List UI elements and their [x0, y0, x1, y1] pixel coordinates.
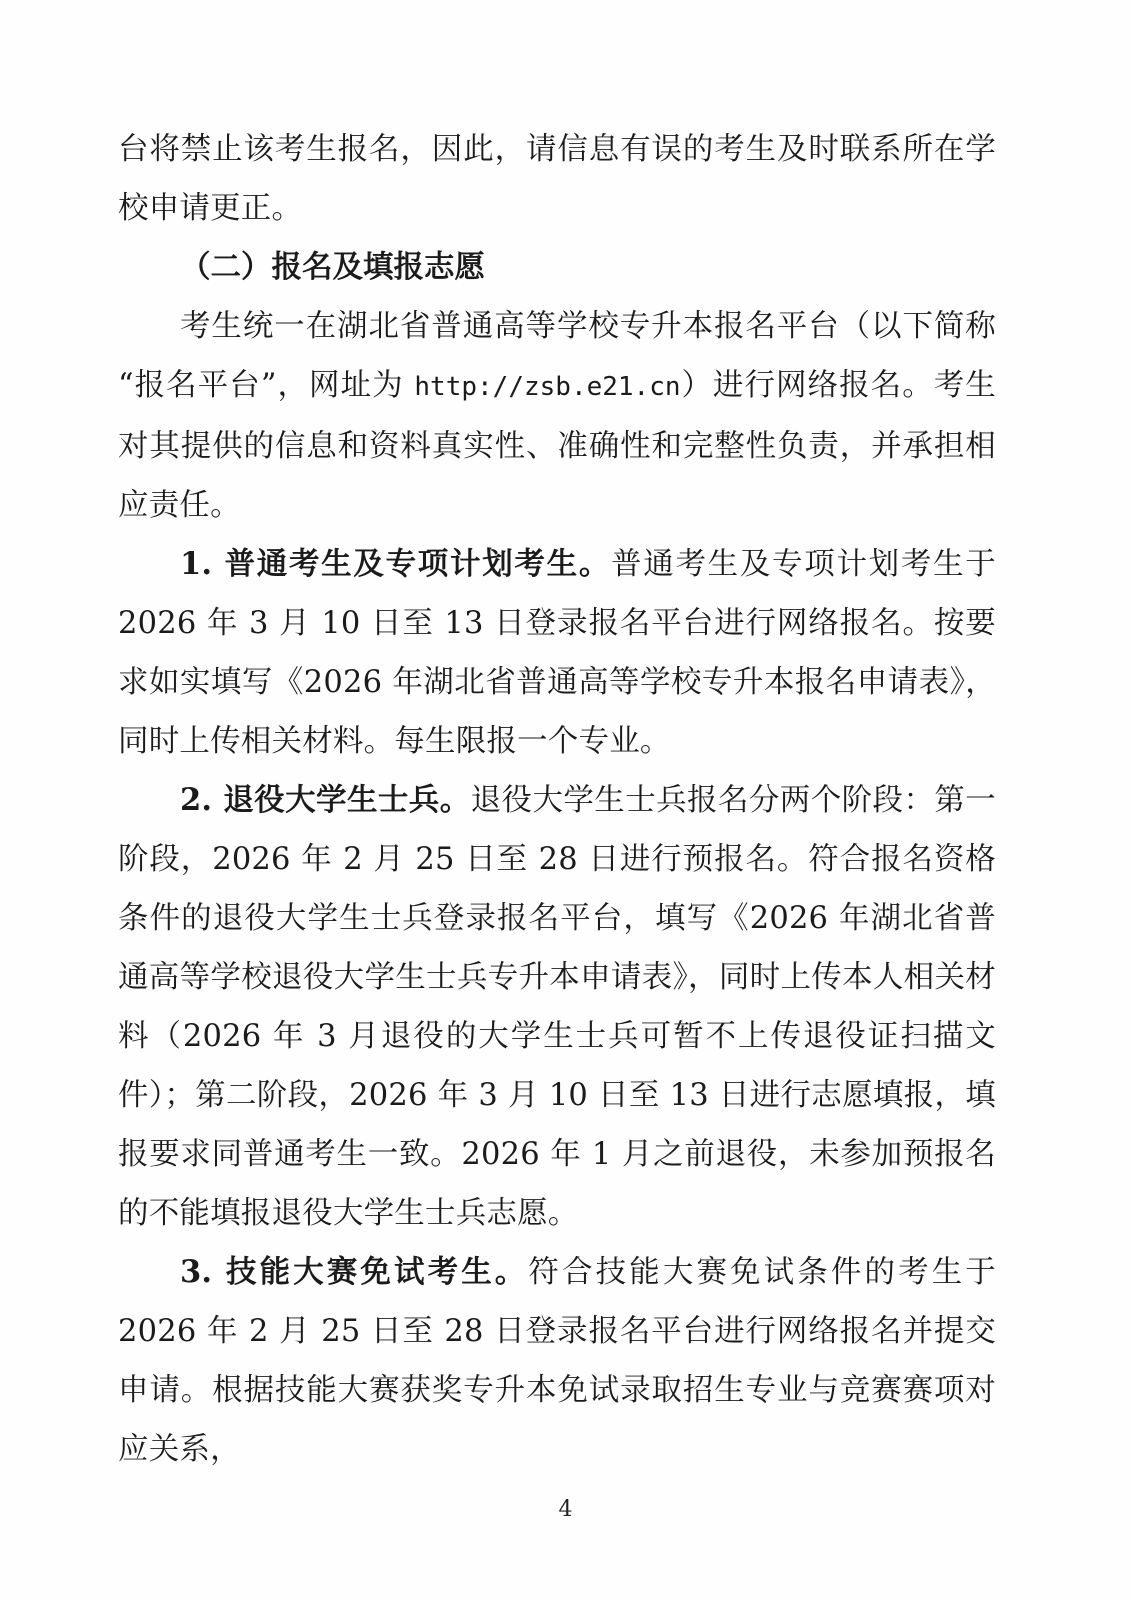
paragraph-item-2 [118, 771, 996, 1243]
platform-text-part2: ）进行网络报名。考生对其提供的信息和资料真实性、准确性和完整性负责，并承担相应责任。 [118, 368, 996, 523]
paragraph-item-1 [118, 535, 996, 771]
registration-platform-url: http://zsb.e21.cn [414, 372, 681, 402]
page-body [118, 120, 996, 1479]
item-1-label: 1. 普通考生及专项计划考生。 [180, 546, 612, 582]
item-2-label: 2. 退役大学生士兵。 [180, 782, 471, 818]
paragraph-platform [118, 297, 996, 535]
item-1-text: 普通考生及专项计划考生于 2026 年 3 月 10 日至 13 日登录报名平台进行网络报名。按要求如实填写《2026 年湖北省普通高等学校专升本报名申请表》，同时上传相关材料。每生限报一个专业。 [118, 547, 996, 759]
item-2-text: 退役大学生士兵报名分两个阶段：第一阶段，2026 年 2 月 25 日至 28 日进行预报名。符合报名资格条件的退役大学生士兵登录报名平台，填写《2026 年湖北省普通高等学校退役大学生士兵专升本申请表》，同时上传本人相关材料（2026 年 3 月退役的大学生士兵可暂不上传退役证扫描文件）；第二阶段，2026 年 3 月 10 日至 13 日进行志愿填报，填报要求同普通考生一致。2026 年 1 月之前退役，未参加预报名的不能填报退役大学生士兵志愿。 [118, 783, 996, 1231]
platform-text-part1: 考生统一在湖北省普通高等学校专升本报名平台（以下简称“报名平台”，网址为 [118, 309, 996, 403]
paragraph-item-3 [118, 1243, 996, 1479]
item-3-text: 符合技能大赛免试条件的考生于 2026 年 2 月 25 日至 28 日登录报名平台进行网络报名并提交申请。根据技能大赛获奖专升本免试录取招生专业与竞赛赛项对应关系， [118, 1255, 996, 1467]
paragraph-continued: 台将禁止该考生报名，因此，请信息有误的考生及时联系所在学校申请更正。 [118, 132, 996, 226]
section-heading: （二）报名及填报志愿 [180, 249, 485, 285]
item-3-label: 3. 技能大赛免试考生。 [180, 1254, 529, 1290]
page-number: 4 [558, 1497, 573, 1522]
